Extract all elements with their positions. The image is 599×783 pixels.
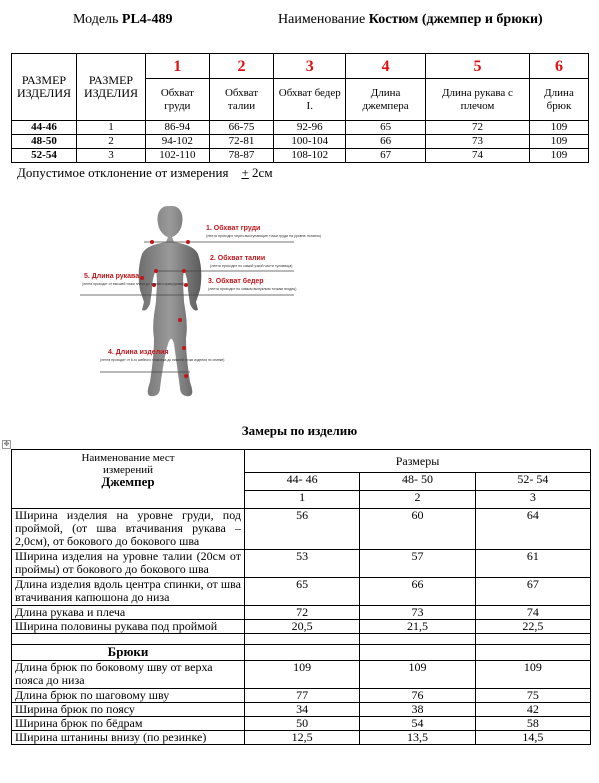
measure-number: 3 — [274, 54, 346, 79]
size-num-header: 2 — [360, 491, 475, 509]
size-header: 52- 54 — [475, 473, 590, 491]
size-header: 44- 46 — [245, 473, 360, 491]
size-cell: 52-54 — [12, 149, 77, 163]
value-cell: 66 — [360, 578, 475, 606]
measure-name: Длина брюк по шаговому шву — [12, 689, 245, 703]
body-measurement-figure — [80, 198, 322, 406]
table-row — [12, 135, 589, 149]
value-cell: 109 — [475, 661, 590, 689]
measure-name: Ширина изделия на уровне груди, под проймой, (от шва втачивания рукава – 2,0см), от бокового до бокового шва — [12, 509, 245, 550]
label-chest-note: (лента проходит через выступающие точки груди на уровне лопаток) — [206, 234, 322, 238]
size-num-header: 3 — [475, 491, 590, 509]
size-cell: 48-50 — [12, 135, 77, 149]
measure-name: Ширина брюк по бёдрам — [12, 717, 245, 731]
label-sleeve: 5. Длина рукава — [84, 273, 140, 280]
value-cell: 67 — [346, 149, 426, 163]
measure-number: 4 — [346, 54, 426, 79]
label-hips-note: (лента проходит по самым выпуклым точкам ягодиц) — [208, 287, 297, 291]
measure-name: Ширина изделия на уровне талии (20см от проймы) от бокового до бокового шва — [12, 550, 245, 578]
measure-label: Обхват бедер I. — [274, 79, 346, 121]
trousers-heading: Брюки — [12, 645, 245, 661]
name-value: Костюм (джемпер и брюки) — [368, 12, 543, 27]
sizes-header: Размеры — [245, 450, 591, 473]
value-cell: 75 — [475, 689, 590, 703]
table-row — [12, 661, 591, 689]
value-cell: 100-104 — [274, 135, 346, 149]
value-cell: 65 — [245, 578, 360, 606]
measure-label: Длина брюк — [530, 79, 589, 121]
value-cell: 38 — [360, 703, 475, 717]
size-num-cell: 1 — [77, 121, 146, 135]
model-label: Модель — [73, 12, 119, 27]
table-row — [12, 578, 591, 606]
value-cell: 67 — [475, 578, 590, 606]
measure-name: Ширина штанины внизу (по резинке) — [12, 731, 245, 745]
size-table — [11, 53, 589, 163]
model-line — [73, 12, 172, 28]
value-cell: 64 — [475, 509, 590, 550]
size-num-cell: 2 — [77, 135, 146, 149]
measure-number: 1 — [146, 54, 210, 79]
table-row — [12, 606, 591, 620]
value-cell: 86-94 — [146, 121, 210, 135]
place-header — [12, 450, 245, 509]
table-row — [12, 731, 591, 745]
value-cell: 66-75 — [209, 121, 274, 135]
tolerance-text: Допустимое отклонение от измерения — [17, 165, 229, 180]
measure-number: 2 — [209, 54, 274, 79]
measure-label: Длина джемпера — [346, 79, 426, 121]
value-cell: 94-102 — [146, 135, 210, 149]
table-row — [12, 121, 589, 135]
value-cell: 77 — [245, 689, 360, 703]
value-cell: 12,5 — [245, 731, 360, 745]
value-cell: 109 — [530, 135, 589, 149]
value-cell: 20,5 — [245, 620, 360, 634]
label-waist-note: (лента проходит по самой узкой части туловища) — [210, 264, 293, 268]
value-cell: 14,5 — [475, 731, 590, 745]
jumper-heading: Джемпер — [101, 474, 155, 489]
tolerance-note — [17, 165, 273, 181]
value-cell: 65 — [346, 121, 426, 135]
table-row — [12, 149, 589, 163]
value-cell: 109 — [245, 661, 360, 689]
value-cell: 42 — [475, 703, 590, 717]
value-cell: 58 — [475, 717, 590, 731]
measure-name: Ширина половины рукава под проймой — [12, 620, 245, 634]
garment-table-title: Замеры по изделию — [241, 423, 358, 438]
value-cell: 66 — [346, 135, 426, 149]
table-row — [12, 689, 591, 703]
tolerance-value: 2см — [252, 165, 273, 180]
size-num-header: 1 — [245, 491, 360, 509]
table-row — [12, 703, 591, 717]
size-col-header: РАЗМЕР ИЗДЕЛИЯ — [12, 54, 77, 121]
size-cell: 44-46 — [12, 121, 77, 135]
measure-number: 6 — [530, 54, 589, 79]
value-cell: 53 — [245, 550, 360, 578]
value-cell: 73 — [425, 135, 529, 149]
value-cell: 72-81 — [209, 135, 274, 149]
measure-name: Длина брюк по боковому шву от верха пояса до низа — [12, 661, 245, 689]
label-waist: 2. Обхват талии — [210, 255, 266, 262]
value-cell: 102-110 — [146, 149, 210, 163]
size-num-cell: 3 — [77, 149, 146, 163]
value-cell: 109 — [530, 121, 589, 135]
value-cell: 92-96 — [274, 121, 346, 135]
value-cell: 76 — [360, 689, 475, 703]
value-cell: 72 — [425, 121, 529, 135]
value-cell: 56 — [245, 509, 360, 550]
value-cell: 108-102 — [274, 149, 346, 163]
table-row — [12, 550, 591, 578]
value-cell: 109 — [360, 661, 475, 689]
measure-label: Обхват груди — [146, 79, 210, 121]
label-sleeve-note: (лента проходит от высшей точки плеча до нижнего края рукава) — [82, 282, 185, 286]
spacer-row — [12, 634, 591, 645]
body-silhouette — [139, 206, 202, 396]
value-cell: 74 — [475, 606, 590, 620]
value-cell: 34 — [245, 703, 360, 717]
table-row — [12, 717, 591, 731]
model-code: PL4-489 — [121, 12, 173, 27]
table-row — [12, 620, 591, 634]
label-length-note: (лента проходит от 6-го шейного позвонка до нижней точки изделия по спинке) — [100, 358, 225, 362]
measure-label: Длина рукава с плечом — [425, 79, 529, 121]
value-cell: 50 — [245, 717, 360, 731]
name-label: Наименование — [278, 12, 366, 27]
label-hips: 3. Обхват бедер — [208, 278, 264, 285]
measure-number: 5 — [425, 54, 529, 79]
value-cell: 21,5 — [360, 620, 475, 634]
garment-table — [11, 449, 591, 745]
value-cell: 57 — [360, 550, 475, 578]
table-move-handle-icon[interactable]: ✥ — [3, 440, 10, 448]
label-chest: 1. Обхват груди — [206, 225, 261, 232]
value-cell: 54 — [360, 717, 475, 731]
value-cell: 60 — [360, 509, 475, 550]
name-line — [278, 12, 543, 28]
value-cell: 72 — [245, 606, 360, 620]
measure-name: Длина рукава и плеча — [12, 606, 245, 620]
measure-name: Ширина брюк по поясу — [12, 703, 245, 717]
measure-label: Обхват талии — [209, 79, 274, 121]
value-cell: 78-87 — [209, 149, 274, 163]
label-length: 4. Длина изделия — [108, 349, 169, 356]
value-cell: 73 — [360, 606, 475, 620]
value-cell: 13,5 — [360, 731, 475, 745]
value-cell: 61 — [475, 550, 590, 578]
size-num-col-header: РАЗМЕР ИЗДЕЛИЯ — [77, 54, 146, 121]
size-header: 48- 50 — [360, 473, 475, 491]
table-row — [12, 509, 591, 550]
tolerance-sign: + — [241, 165, 249, 180]
value-cell: 74 — [425, 149, 529, 163]
value-cell: 109 — [530, 149, 589, 163]
measure-name: Длина изделия вдоль центра спинки, от шва втачивания капюшона до низа — [12, 578, 245, 606]
value-cell: 22,5 — [475, 620, 590, 634]
place-header-text: Наименование мест измерений — [81, 452, 175, 476]
